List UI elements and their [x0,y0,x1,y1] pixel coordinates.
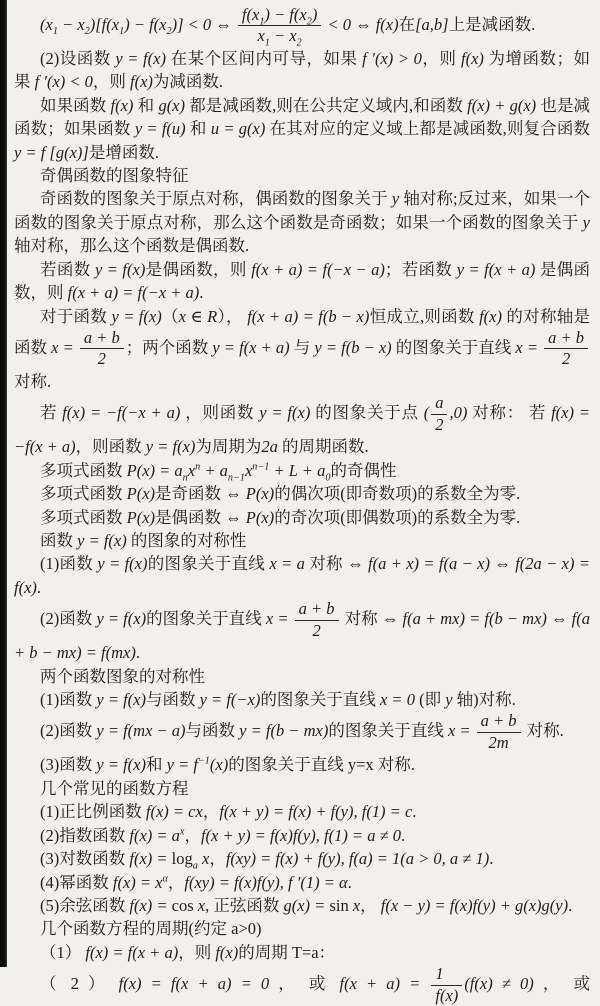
text-run: （ [161,306,179,326]
math-run: f(a + x) = f(a − x) [367,554,490,574]
math-run: f(x + a) = f(b − x) [247,306,370,326]
math-run: u = g(x) [210,119,266,139]
math-run: x ∈ R [178,306,218,326]
text-run: 和 [133,95,159,115]
text-run: 的图象关于直线 y=x 对称. [228,755,415,775]
text-run: ，则函数 [180,403,260,423]
fraction [431,394,447,434]
fraction [431,965,462,1005]
text-run: (2)函数 [40,609,97,628]
math-run: f(x + y) = f(x) + f(y), f(1) = c [219,802,413,822]
text-run: 是奇函数 ⇔ [155,484,246,504]
fraction [80,329,124,369]
math-run: y = f(x) [96,690,146,710]
text-run: 奇偶函数的图象特征 [40,166,189,186]
math-run: f(x) = [129,849,172,869]
text-run: 都是减函数,则在公共定义域内,和函数 [185,95,468,115]
math-run: y = f(x) [96,755,146,775]
math-run: 2 [296,37,302,49]
paragraph-period-2 [14,964,590,1006]
paragraph-polynomial-odd-condition [14,482,590,505]
math-run: ) − f(x [264,5,307,24]
paragraph-odd-even-graph-symmetry [14,187,590,257]
text-run: ， 或 [269,973,340,993]
scan-edge-bar [0,0,7,967]
paragraph-polynomial-parity-heading [14,459,590,482]
text-run: 对称 ⇔ [340,609,403,628]
math-run: f ′(x) > 0 [362,48,422,68]
fraction [544,329,588,369]
math-run: f ′(x) < 0 [34,72,93,92]
math-run: sin [329,895,349,915]
text-run: 对称. [522,721,564,741]
text-run: （ 2 ） [40,973,119,993]
math-run: n [195,461,201,473]
fraction-numerator [295,600,339,620]
text-run: . [412,802,417,822]
math-run: < 0 [323,14,356,34]
math-run: 0 [325,472,331,484]
text-run: 在其对应的定义域上都是减函数,则复合函数 [265,119,591,139]
text-run: ⇔ [546,609,572,628]
math-run: x [257,26,265,46]
text-run: (5)余弦函数 [40,895,130,915]
text-run: (3)对数函数 [40,849,130,869]
math-run: 1 [259,16,265,28]
paragraph-two-function-symmetry-2 [14,711,590,753]
text-run: 函数 [40,530,78,550]
math-run: y = f(x) [145,437,196,457]
text-run: 多项式函数 [40,484,127,504]
math-run: 2 [306,16,312,28]
fraction-denominator [477,733,521,752]
math-run: f(xy) = f(x)f(y), f ′(1) = α [184,872,348,892]
text-run: 的图象关于点 [310,403,424,423]
text-run: 在 [398,14,416,34]
math-run: 1 [119,26,125,38]
text-run: 的偶次项(即奇数项)的系数全为零. [274,484,521,504]
paragraph-heading-odd-even-graph [14,164,590,187]
math-run: (x [40,14,53,34]
fraction-numerator [431,394,447,414]
paragraph-symmetry-about-line-ab2 [14,599,590,664]
paragraph-heading-functional-equations [14,777,590,800]
text-run: (1)函数 [40,690,97,710]
math-run: y = f(mx − a) [96,721,186,741]
math-run: x [197,849,210,869]
math-run: 2 [312,620,321,640]
math-run: P(x) [245,507,275,527]
math-run: )[f(x [89,14,120,34]
text-run: 若函数 [40,259,96,279]
text-run: ，则函数 [75,437,146,457]
math-run: a [192,860,198,872]
document-body [7,0,600,1005]
text-run: (1)函数 [40,554,98,574]
paragraph-point-symmetry-and-period [14,393,590,458]
fraction-denominator [431,415,447,434]
fraction-numerator [477,712,521,732]
text-run: 上是减函数. [448,14,536,34]
math-run: 2 [166,26,172,38]
paragraph-functional-eq-proportional [14,800,590,823]
text-run: 也是减函数；如果函数 [14,95,591,139]
math-run: y = f(x + a) [212,337,290,357]
math-run: y = f(x) [115,48,166,68]
fraction [477,712,521,752]
math-run: f(x [241,5,260,24]
text-run: 为减函数. [152,72,224,92]
fraction-denominator [238,26,321,49]
fraction-numerator [238,6,321,26]
math-run: α [162,873,168,884]
math-run: + a [200,460,228,480]
math-run: a + b [298,599,335,619]
math-run: x = [51,337,78,357]
text-run: 的图象关于直线 [260,690,380,710]
text-run: (2)指数函数 [40,825,130,845]
fraction-denominator [431,986,462,1005]
math-run: P(x) [126,484,156,504]
text-run: . [568,895,573,915]
math-run: y [582,212,590,232]
paragraph-monotonic-difference-quotient [14,5,590,47]
text-run: 与 [289,337,315,357]
text-run: 的奇偶性 [330,460,397,480]
math-run: 2 [435,414,444,434]
math-run: f(x) = [129,895,172,915]
math-run: f(x) [461,48,484,68]
text-run: ，则 [178,942,216,962]
text-run: 在某个区间内可导，如果 [165,48,363,68]
paragraph-functional-eq-cosine-sine [14,894,590,917]
text-run: . [347,872,352,892]
text-run: 的图象关于直线 [391,337,516,357]
math-run: y [391,189,400,209]
fraction [295,600,339,640]
text-run: 轴对称;反过来，如果一个函数的图象关于原点对称，那么这个函数是奇函数；如果一个函数的图象关于 [14,189,590,232]
math-run: a + b [83,328,120,347]
math-run: x [244,460,253,480]
math-run: −1 [197,755,210,767]
text-run: 的图象关于直线 [328,721,448,741]
math-run: cos [171,895,194,915]
paragraph-axis-of-symmetry [14,305,590,394]
text-run: 几个常见的函数方程 [40,778,189,798]
text-run: 和 [145,755,167,775]
math-run: f(xy) = f(x) + f(y), f(a) = 1(a > 0, a ≠ 1) [225,849,490,869]
text-run: 轴)对称. [452,690,516,710]
text-run: ， [202,802,220,822]
fraction-numerator [80,329,124,349]
fraction-numerator [544,329,588,349]
math-run: a [435,393,444,413]
text-run: 恒成立,则函数 [369,306,480,326]
paragraph-even-function-shift [14,258,590,305]
math-run: 1 [52,26,58,38]
math-run: y = f(−x) [199,690,261,710]
math-run: f(x + a) = [339,973,430,993]
math-run: (x) [209,755,229,775]
text-run: 多项式函数 [40,507,127,527]
math-run: f(x) = f(x + a) [85,942,179,962]
math-run: x [348,895,361,915]
math-run: a + b [480,711,517,731]
text-run: 是偶函数，则 [14,259,591,303]
math-run: f(x) + g(x) [467,95,537,115]
math-run: 2a [261,437,278,457]
math-run: ) − f(x [124,14,167,34]
text-run: , 正弦函数 [205,895,284,915]
text-run: (1)正比例函数 [40,802,146,822]
math-run: n−1 [252,461,270,473]
math-run: y = f [166,755,198,775]
text-run: ⇔ [215,14,236,34]
math-run: 1 [264,37,270,49]
text-run: 奇函数的图象关于原点对称，偶函数的图象关于 [40,189,392,209]
math-run: y = f(x + a) [456,259,536,279]
math-run: 2 [84,26,90,38]
math-run: ( [423,403,430,423]
math-run: f(x + a) = f(−x + a) [67,283,200,303]
math-run: P(x) [245,484,275,504]
math-run: y = f(x) [259,403,311,423]
math-run: ) [311,5,318,24]
paragraph-heading-graph-symmetry [14,529,590,552]
math-run: y = f(x) [97,554,148,574]
math-run: 2m [488,732,509,752]
math-run: f(a + mx) = f(b − mx) [402,609,547,628]
math-run: [a,b] [415,14,449,34]
math-run: f(x) = x [112,872,163,892]
fraction [238,5,321,49]
math-run: y = f(x) [95,259,146,279]
paragraph-sum-and-composite-monotonicity [14,94,590,164]
math-run: − x [269,26,297,46]
text-run: ， [167,872,185,892]
math-run: ,0) [449,403,468,423]
math-run: f(x) [215,942,239,962]
math-run: y = f(b − mx) [239,721,329,741]
math-run: a + b [548,328,585,347]
fraction-denominator [544,349,588,368]
math-run: f(x + y) = f(x)f(y), f(1) = a ≠ 0 [200,825,401,845]
math-run: x = [447,721,475,741]
paragraph-two-function-symmetry-1 [14,688,590,711]
text-run: ；两个函数 [125,337,213,357]
text-run: (3)函数 [40,755,97,775]
text-run: ， 或 [533,973,591,993]
text-run: ，则 [92,72,131,92]
text-run: ⇔ [489,554,516,574]
math-run: g(x) [158,95,186,115]
paragraph-heading-periods [14,917,590,940]
math-run: y = f(x) [111,306,162,326]
text-run: 若 [40,403,63,423]
text-run: ⇔ [355,14,376,34]
text-run: 对称 ⇔ [304,554,368,574]
paragraph-heading-two-function-symmetry [14,665,590,688]
math-run: f(x) [130,72,153,92]
text-run: 如果函数 [40,95,111,115]
paragraph-functional-eq-logarithm [14,847,590,870]
text-run: （1） [40,942,86,962]
math-run: f(x + a) = f(−x − a) [251,259,385,279]
text-run: ， [360,895,381,915]
paragraph-period-1 [14,941,590,964]
math-run: f(x) = cx [145,802,203,822]
math-run: x = 0 [379,690,415,710]
text-run: . [135,643,140,663]
math-run: f(2a − x) = f(x) [14,554,591,597]
text-run: 是偶函数，则 [145,259,252,279]
paragraph-symmetry-about-line-a [14,552,590,599]
math-run: x [193,895,206,915]
text-run: 的图象关于直线 [147,554,270,574]
paragraph-functional-eq-exponential [14,824,590,847]
text-run: 与函数 [145,690,200,710]
text-run: 是增函数. [88,142,159,162]
math-run: n [182,472,188,484]
text-run: . [199,283,204,303]
math-run: (f(x) ≠ 0) [464,973,534,993]
math-run: P(x) [126,507,156,527]
paragraph-functional-eq-power [14,871,590,894]
text-run: 对称： 若 [467,403,552,423]
text-run: . [36,577,42,597]
text-run: . [489,849,494,869]
math-run: f(a + b − mx) = f(mx) [14,609,591,663]
text-run: 的奇次项(即偶数项)的系数全为零. [274,507,521,527]
math-run: + L + a [269,460,326,480]
text-run: (2)设函数 [40,48,116,68]
text-run: ， [209,849,226,869]
math-run: f(x) [479,306,502,326]
paragraph-derivative-monotonicity [14,47,590,94]
math-run: − x [57,14,85,34]
math-run: log [171,849,193,869]
paragraph-two-function-symmetry-3 [14,753,590,776]
text-run: 轴对称，那么这个函数是偶函数. [14,236,250,256]
fraction-denominator [295,621,339,640]
math-run: y = f(b − x) [314,337,392,357]
math-run: y [445,690,453,710]
math-run: y = f(x) [96,609,147,628]
text-run: ）， [217,306,248,326]
math-run: n−1 [227,472,245,484]
text-run: 和 [185,119,211,139]
text-run: (2)函数 [40,721,97,741]
math-run: P(x) = a [126,460,183,480]
text-run: (4)幂函数 [40,872,113,892]
text-run: . [401,825,406,845]
text-run: 对于函数 [40,306,112,326]
math-run: f(x) = a [129,825,180,845]
math-run: 2 [97,349,106,369]
text-run: ，则 [421,48,462,68]
math-run: f(x) = −f(−x + a) [62,403,181,423]
text-run: 的图象的对称性 [126,530,247,550]
text-run: (即 [414,690,446,710]
text-run: 多项式函数 [40,460,127,480]
math-run: y = f(x) [77,530,127,550]
math-run: f(x) = f(x + a) = 0 [118,973,270,993]
text-run: ；若函数 [384,259,457,279]
text-run: 的周期函数. [277,437,369,457]
math-run: f(x) [110,95,134,115]
text-run: 的图象关于直线 [146,609,266,628]
text-run: 的对称轴是函数 [14,306,591,357]
math-run: f(x) [375,14,399,34]
math-run: y = f(u) [134,119,186,139]
math-run: x = [265,609,293,628]
math-run: y = f [g(x)] [14,142,89,162]
math-run: x = [515,337,543,357]
math-run: f(x − y) = f(x)f(y) + g(x)g(y) [380,895,569,915]
text-run: 的周期 T=a： [238,942,336,962]
text-run: 与函数 [185,721,240,741]
text-run: 为增函数；如果 [14,48,591,92]
text-run: 是偶函数 ⇔ [155,507,246,527]
text-run: 对称. [14,371,52,391]
text-run: 为周期为 [195,437,262,457]
text-run: 两个函数图象的对称性 [40,666,205,686]
fraction-denominator [80,349,124,368]
math-run: x = a [269,554,305,574]
paragraph-polynomial-even-condition [14,506,590,529]
math-run: x [179,826,185,838]
text-run: 几个函数方程的周期(约定 a>0) [40,919,262,939]
math-run: 2 [561,349,571,369]
fraction-numerator [431,965,462,985]
math-run: x [187,460,196,480]
math-run: 1 [435,964,444,984]
math-run: f(x) = −f(x + a) [14,403,591,457]
math-run: )] < 0 [171,14,216,34]
math-run: g(x) = [283,895,330,915]
math-run: f(x) [435,985,459,1005]
text-run: ， [184,825,201,845]
